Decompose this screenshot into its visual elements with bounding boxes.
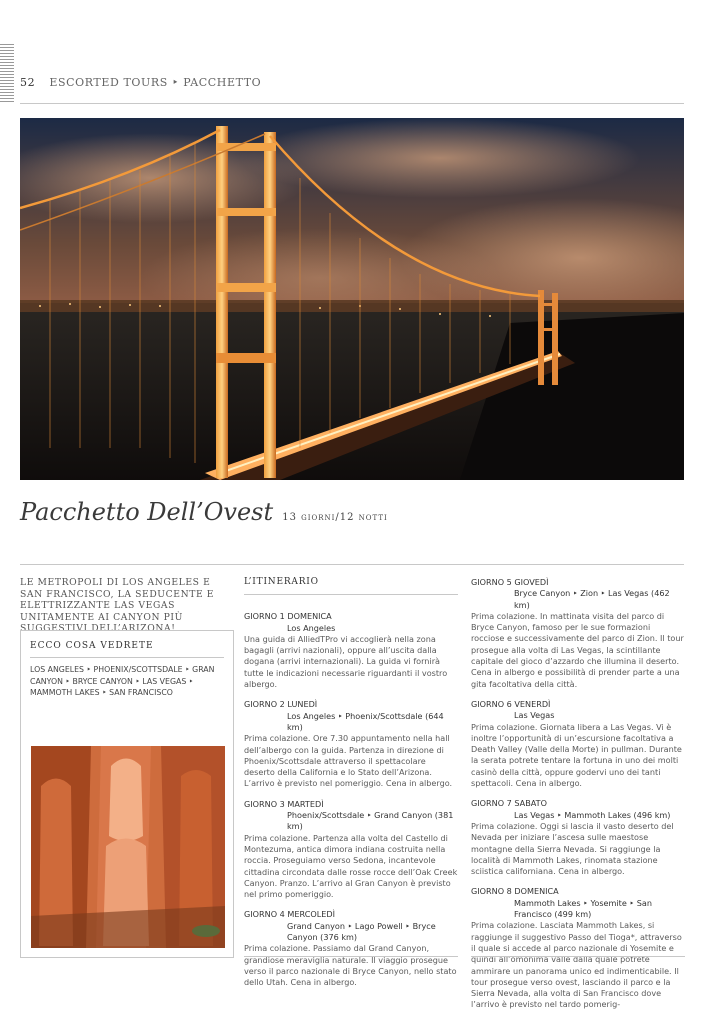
day-item [471,699,685,789]
page-number: 52 [20,76,36,89]
day-heading: GIORNO 2 LUNEDÌ [244,699,318,710]
title-main: Pacchetto Dell’Ovest [20,498,274,526]
day-item [244,699,458,789]
column-bottom-rule [244,956,458,957]
day-heading: GIORNO 1 DOMENICA [244,611,332,622]
day-item [471,577,685,690]
day-description: Prima colazione. Lasciata Mammoth Lakes, si raggiunge il suggestivo Passo del Tioga*, attraverso il quale si accede al parco nazionale di Yosemite e quindi all’omonima valle dalla quale potrete ammirare un panorama unico ed indimenticabile. Il tour prosegue verso ovest, lasciando il parco e la Sierra Nevada, alla volta di San Francisco dove l’arrivo è previsto nel tardo pomerig- [471,920,682,1010]
bryce-canyon-photo [31,746,225,948]
day-description: Prima colazione. In mattinata visita del parco di Bryce Canyon, famoso per le sue formazioni rocciose e successivamente del parco di Zion. Il tour prosegue alla volta di Las Vegas, la scintillante capitale del gioco d’azzardo che illumina il deserto. Cena in albergo e possibilità di prender parte a una gita facoltativa della città. [471,610,684,689]
hero-photo-golden-gate-bridge [20,118,684,480]
day-item [471,798,685,877]
section-label: ESCORTED TOURS ‣ PACCHETTO [49,76,262,89]
day-route: Los Angeles ‣ Phoenix/Scottsdale (644 km) [287,710,444,732]
day-route: Las Vegas [514,710,555,721]
bridge-illustration [20,118,684,480]
day-route: Los Angeles [287,622,336,633]
itinerary-title: L’ITINERARIO [244,577,458,595]
highlights-text: LOS ANGELES ‣ PHOENIX/SCOTTSDALE ‣ GRAN CANYON ‣ BRYCE CANYON ‣ LAS VEGAS ‣ MAMMOTH LAKES ‣ SAN FRANCISCO [30,665,215,697]
day-heading: GIORNO 5 GIOVEDÌ [471,577,549,587]
day-route: Las Vegas ‣ Mammoth Lakes (496 km) [514,809,671,820]
day-heading: GIORNO 7 SABATO [471,798,547,809]
day-route: Bryce Canyon ‣ Zion ‣ Las Vegas (462 km) [514,588,670,610]
day-route: Grand Canyon ‣ Lago Powell ‣ Bryce Canyon (376 km) [287,920,436,943]
intro-text: LE METROPOLI DI LOS ANGELES E SAN FRANCISCO, LA SEDUCENTE E ELETTRIZZANTE LAS VEGAS UNITAMENTE AI CANYON PIÙ SUGGESTIVI DELL’ARIZONA! [20,577,215,634]
column-bottom-rule [471,956,685,957]
package-title [20,498,388,526]
day-description: Prima colazione. Partenza alla volta del Castello di Montezuma, antica dimora indiana costruita nella roccia. Proseguiamo verso Sedona, incantevole cittadina circondata dalle rosse rocce dell’Oak Creek Canyon. Pranzo. L’arrivo al Gran Canyon è previsto nel primo pomeriggio. [244,832,458,900]
day-description: Prima colazione. Passiamo dal Grand Canyon, grandiose meraviglia naturale. Il viaggio prosegue verso il parco nazionale di Bryce Canyon, nello stato dello Utah. Cena in albergo. [244,943,457,988]
header-divider [20,103,684,104]
day-heading: GIORNO 3 MARTEDÌ [244,798,324,809]
day-item [244,909,458,988]
highlights-title: ECCO COSA VEDRETE [30,641,224,658]
edge-crop-marks [0,44,14,102]
day-heading: GIORNO 4 MERCOLEDÌ [244,909,335,920]
day-heading: GIORNO 6 VENERDÌ [471,698,551,709]
day-heading: GIORNO 8 DOMENICA [471,886,559,897]
title-duration: 13 giorni/12 notti [282,512,388,523]
day-item [244,799,458,901]
day-description: Prima colazione. Giornata libera a Las Vegas. Vi è inoltre l’opportunità di un’escursione facoltativa a Death Valley (Valle della Morte) in pullman. Durante la serata potrete tentare la fortuna in uno dei molti casinò della città, oppure godervi uno dei tanti spettacoli. Cena in albergo. [471,721,682,789]
day-description: Una guida di AlliedTPro vi accoglierà nella zona bagagli (arrivi nazionali), oppure all’uscita dalla dogana (arrivi internazionali). La guida vi fornirà tutte le indicazioni necessarie riguardanti il vostro albergo. [244,633,448,690]
day-item [244,611,458,690]
day-description: Prima colazione. Ore 7.30 appuntamento nella hall dell’albergo con la guida. Partenza in direzione di Phoenix/Scottsdale attraverso il spettacolare deserto della California e lo Stato dell’Arizona. L’arrivo è previsto nel pomeriggio. Cena in albergo. [244,733,453,789]
day-item [471,886,685,1010]
page-header [20,76,261,89]
highlights-box [20,630,234,958]
title-divider [20,564,684,565]
itinerary-column-1 [244,577,458,998]
day-description: Prima colazione. Oggi si lascia il vasto deserto del Nevada per iniziare l’ascesa sulle maestose montagne della Sierra Nevada. Si raggiunge la località di Mammoth Lakes, rinomata stazione sciistica californiana. Cena in albergo. [471,820,674,877]
itinerary-column-2 [471,577,685,1020]
day-route: Mammoth Lakes ‣ Yosemite ‣ San Francisco (499 km) [514,897,652,920]
day-route: Phoenix/Scottsdale ‣ Grand Canyon (381 km) [287,810,454,832]
